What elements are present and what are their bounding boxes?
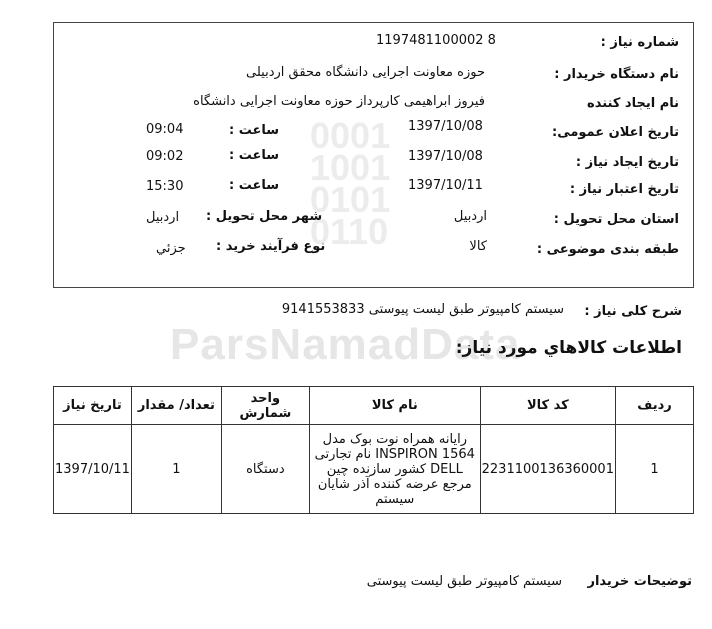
valid-time: 15:30 <box>146 179 184 194</box>
watermark-digits: 0001 1001 0101 0110 <box>310 115 391 252</box>
announce-time: 09:04 <box>146 122 184 137</box>
province-label: استان محل تحویل : <box>553 212 679 227</box>
cell-date: 1397/10/11 <box>54 425 132 514</box>
col-qty: تعداد/ مقدار <box>131 387 221 425</box>
col-code: کد کالا <box>480 387 615 425</box>
creator-label: نام ایجاد کننده <box>587 96 679 111</box>
create-date-label: تاریخ ایجاد نیاز : <box>575 155 679 170</box>
announce-date-label: تاریخ اعلان عمومی: <box>552 125 679 140</box>
category: کالا <box>469 239 487 254</box>
buyer-org: حوزه معاونت اجرایی دانشگاه محقق اردبیلی <box>246 65 485 80</box>
summary-text: سیستم کامپیوتر طبق لیست پیوستی 9141553833 <box>281 302 564 317</box>
create-date: 1397/10/08 <box>408 149 483 164</box>
col-unit: واحد شمارش <box>221 387 309 425</box>
table-row <box>54 425 694 514</box>
announce-date: 1397/10/08 <box>408 119 483 134</box>
items-table-header <box>54 387 694 425</box>
valid-time-label: ساعت : <box>229 178 280 193</box>
watermark-brand: ParsNamadData <box>170 320 521 369</box>
announce-time-label: ساعت : <box>229 123 280 138</box>
cell-code: 2231100136360001 <box>480 425 615 514</box>
city: اردبیل <box>146 210 180 225</box>
category-label: طبقه بندی موضوعی : <box>536 242 679 257</box>
cell-unit: دستگاه <box>221 425 309 514</box>
need-number-label: شماره نیاز : <box>600 35 679 50</box>
cell-name: رایانه همراه نوت بوک مدل INSPIRON 1564 نام تجارتی DELL کشور سازنده چین مرجع عرضه کننده آذر شایان سیستم <box>309 425 480 514</box>
process: جزئي <box>156 241 186 256</box>
valid-date: 1397/10/11 <box>408 178 483 193</box>
col-row: ردیف <box>615 387 693 425</box>
create-time: 09:02 <box>146 149 184 164</box>
buyer-notes-text: سیستم کامپیوتر طبق لیست پیوستی <box>366 574 562 589</box>
need-number: 1197481100002 8 <box>376 33 496 48</box>
province: اردبیل <box>453 209 487 224</box>
col-name: نام کالا <box>309 387 480 425</box>
buyer-notes-label: توضیحات خریدار <box>587 574 692 589</box>
need-info-box <box>53 22 694 288</box>
process-label: نوع فرآیند خرید : <box>216 239 326 254</box>
valid-date-label: تاریخ اعتبار نیاز : <box>569 182 679 197</box>
items-table <box>53 386 694 514</box>
summary-label: شرح کلی نیاز : <box>584 304 682 319</box>
col-date: تاریخ نیاز <box>54 387 132 425</box>
cell-qty: 1 <box>131 425 221 514</box>
buyer-org-label: نام دستگاه خریدار : <box>554 67 679 82</box>
cell-row: 1 <box>615 425 693 514</box>
city-label: شهر محل تحویل : <box>206 209 323 224</box>
creator: فیروز ابراهیمی کارپرداز حوزه معاونت اجرایی دانشگاه <box>193 94 485 109</box>
items-section-title: اطلاعات کالاهاي مورد نیاز: <box>455 338 682 358</box>
create-time-label: ساعت : <box>229 148 280 163</box>
